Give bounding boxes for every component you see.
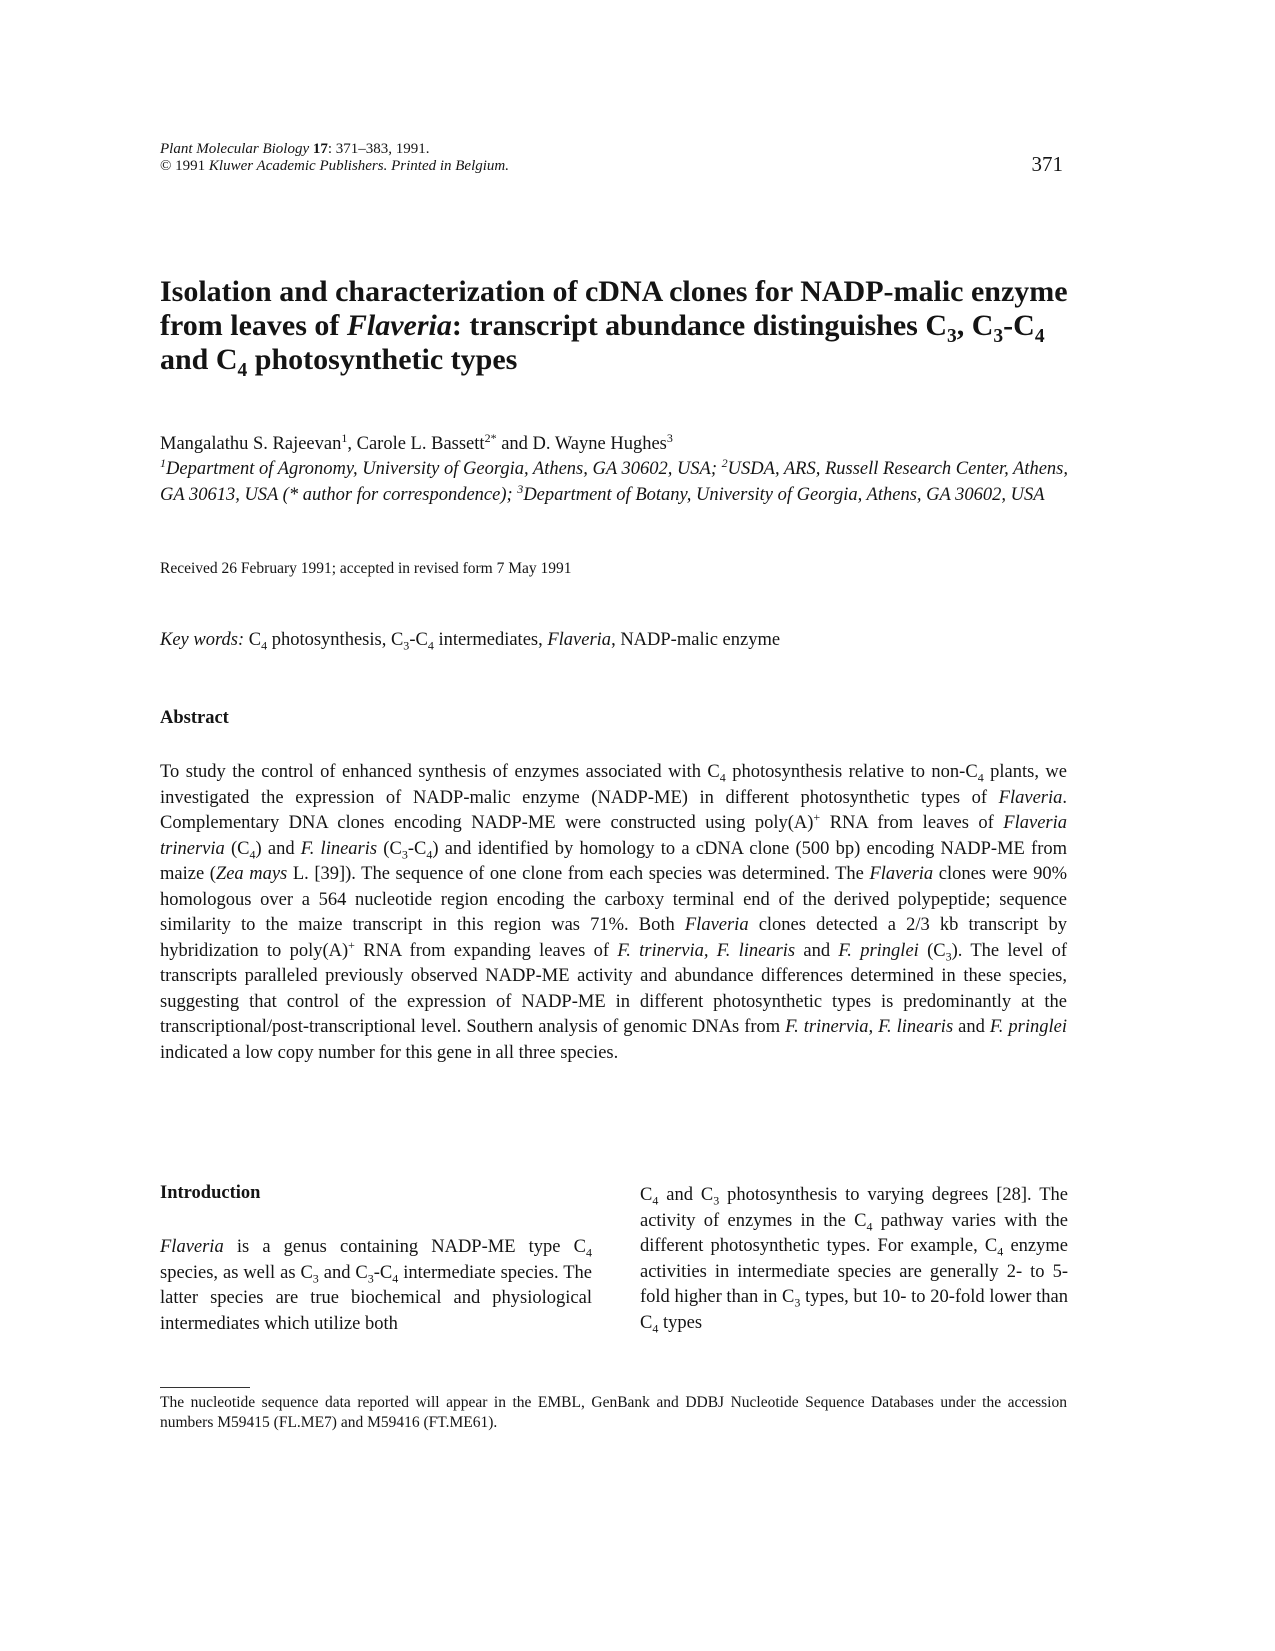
species-name: Flaveria [869,864,934,884]
title-text: , C [956,309,994,342]
subscript: 4 [652,1193,659,1208]
affiliation: USDA, ARS, Russell Research Center, Athens, GA 30613, USA ( [160,459,1068,505]
affiliations [160,456,1080,508]
introduction-column-right [640,1183,1068,1336]
subscript: 4 [1034,326,1045,347]
abstract-text: and [953,1017,990,1037]
journal-volume: 17 [312,141,328,157]
page-number: 371 [1031,152,1063,176]
subscript: 4 [585,1245,592,1260]
subscript: 3 [946,326,957,347]
subscript: 4 [261,638,268,653]
subscript: 3 [367,1271,374,1286]
subscript: 3 [401,847,408,862]
affiliation: Department of Agronomy, University of Georgia, Athens, GA 30602, USA; [166,459,722,479]
title-genus: Flaveria [346,309,452,342]
species-name: Zea mays [215,864,288,884]
superscript [485,431,497,445]
body-text: enzyme activities in intermediate species are generally 2- to 5-fold higher than in C [640,1236,1068,1307]
subscript: 4 [866,1219,873,1234]
abstract-heading: Abstract [160,708,229,728]
abstract-text: ) and identified by homology to a cDNA clone (500 bp) encoding NADP-ME from maize ( [160,838,1068,884]
abstract-text: indicated a low copy number for this gene in all three species. [160,1042,619,1063]
keywords [160,630,780,651]
journal-pages: : 371–383, 1991. [327,141,430,157]
footnote: The nucleotide sequence data reported will appear in the EMBL, GenBank and DDBJ Nucleotide Sequence Databases under the accession numbers M59415 (FL.ME7) and M59416 (FT.ME61). [160,1394,1067,1431]
subscript: 4 [237,360,248,381]
abstract-text: photosynthesis relative to non-C [725,762,978,782]
keyword-text: C [244,630,262,650]
abstract-text: clones detected a 2/3 kb transcript by hybridization to poly(A) [160,915,1067,961]
received-date: Received 26 February 1991; accepted in revised form 7 May 1991 [160,560,572,577]
subscript: 4 [652,1321,659,1336]
keyword-text: , NADP-malic enzyme [611,630,781,650]
subscript: 4 [426,847,433,862]
abstract-text: plants, we investigated the expression of NADP-malic enzyme (NADP-ME) in different photosynthetic types of [160,762,1067,808]
author: Mangalathu S. Rajeevan [160,434,342,454]
body-text: types, but 10- to 20-fold lower than C [640,1287,1068,1333]
title-text: -C [1003,309,1035,342]
author: and D. Wayne Hughes [496,434,667,454]
affiliation: author for correspondence); [298,485,518,505]
footnote-rule [160,1387,250,1388]
keyword-genus: Flaveria [547,630,612,650]
subscript: 4 [249,847,256,862]
abstract-text: RNA from leaves of [820,813,1004,833]
abstract-text: RNA from expanding leaves of [354,940,618,961]
abstract-text: ) and [255,838,301,859]
subscript: 3 [993,326,1004,347]
publisher-line: Kluwer Academic Publishers. Printed in Belgium. [208,158,510,174]
abstract-text: (C [377,838,402,859]
keyword-text: intermediates, [433,630,548,650]
body-text: C [640,1185,653,1205]
copyright: © 1991 [160,158,206,174]
introduction-heading: Introduction [160,1183,261,1203]
subscript: 4 [719,770,726,785]
title-text: and C [160,343,238,376]
subscript: 3 [312,1271,319,1286]
subscript: 3 [403,638,410,653]
keywords-label: Key words: [160,630,245,650]
species-name: F. trinervia, F. linearis [785,1017,954,1037]
superscript: 3 [666,430,673,445]
body-text: species, as well as C [160,1262,313,1283]
body-text: -C [373,1262,393,1283]
body-text: types [658,1312,703,1333]
species-name: Flaveria trinervia [160,813,1067,859]
keyword-text: -C [409,630,428,650]
species-name: Flaveria [684,915,749,935]
body-text: pathway varies with the different photosynthetic types. For example, C [640,1210,1068,1256]
journal-header [160,141,509,175]
body-text: photosynthesis to varying degrees [28]. The activity of enzymes in the C [640,1185,1068,1231]
superscript-num: 2 [484,430,491,445]
superscript: + [813,809,821,824]
copyright-line [160,158,509,175]
subscript: 3 [945,949,952,964]
species-name: F. linearis [300,838,378,859]
species-name: F. pringlei [838,940,919,961]
corresponding-star: * [490,430,497,445]
species-name: F. trinervia, F. linearis [617,940,796,961]
abstract-text: and [795,940,839,961]
abstract-text: clones were 90% homologous over a 564 nucleotide region encoding the carboxy terminal end of the derived polypeptide; sequence similarity to the maize transcript in this region was 71%. Both [160,864,1067,935]
abstract-text: ). The level of transcripts paralleled previously observed NADP-ME activity and abundance differences determined in these species, suggesting that control of the expression of NADP-ME in different photosynthetic types is predominantly at the transcriptional/post-transcriptional level. Southern analysis of genomic DNAs from [160,940,1068,1037]
author: , Carole L. Bassett [347,434,485,454]
species-name: Flaveria [160,1237,224,1257]
subscript: 4 [427,638,434,653]
subscript: 4 [997,1244,1004,1259]
journal-citation [160,141,509,158]
author-list [160,431,1080,457]
abstract-text: -C [407,838,427,859]
keyword-text: photosynthesis, C [267,630,404,650]
subscript: 3 [794,1295,801,1310]
journal-name: Plant Molecular Biology [160,141,310,157]
affiliation: Department of Botany, University of Georgia, Athens, GA 30602, USA [523,485,1045,505]
superscript: + [348,937,355,952]
superscript: 2 [721,455,728,470]
abstract-text: . Complementary DNA clones encoding NADP-ME were constructed using poly(A) [160,787,1067,833]
introduction-column-left [160,1235,592,1337]
subscript: 4 [392,1271,399,1286]
subscript: 3 [713,1193,720,1208]
body-text: and C [318,1262,368,1283]
body-text: is a genus containing NADP-ME type C [223,1237,586,1257]
body-text: intermediate species. The latter species are true biochemical and physiological intermediates which utilize both [160,1262,592,1334]
title-text: Isolation and characterization of cDNA clones for NADP-malic enzyme from leaves of [160,275,1068,342]
corresponding-star: * [288,485,299,505]
species-name: Flaveria [998,787,1063,808]
abstract-body [160,760,1067,1066]
abstract-text: To study the control of enhanced synthesis of enzymes associated with C [160,762,720,782]
abstract-text: (C [918,940,946,961]
abstract-text: L. [39]). The sequence of one clone from each species was determined. The [287,864,870,884]
body-text: and C [658,1185,714,1205]
superscript: 1 [160,455,167,470]
title-text: : transcript abundance distinguishes C [451,309,947,342]
abstract-text: (C [224,838,250,859]
superscript: 3 [517,481,524,496]
subscript: 4 [977,770,984,785]
superscript: 1 [341,430,348,445]
species-name: F. pringlei [989,1017,1067,1037]
article-title [160,275,1080,381]
title-text: photosynthetic types [247,343,518,376]
